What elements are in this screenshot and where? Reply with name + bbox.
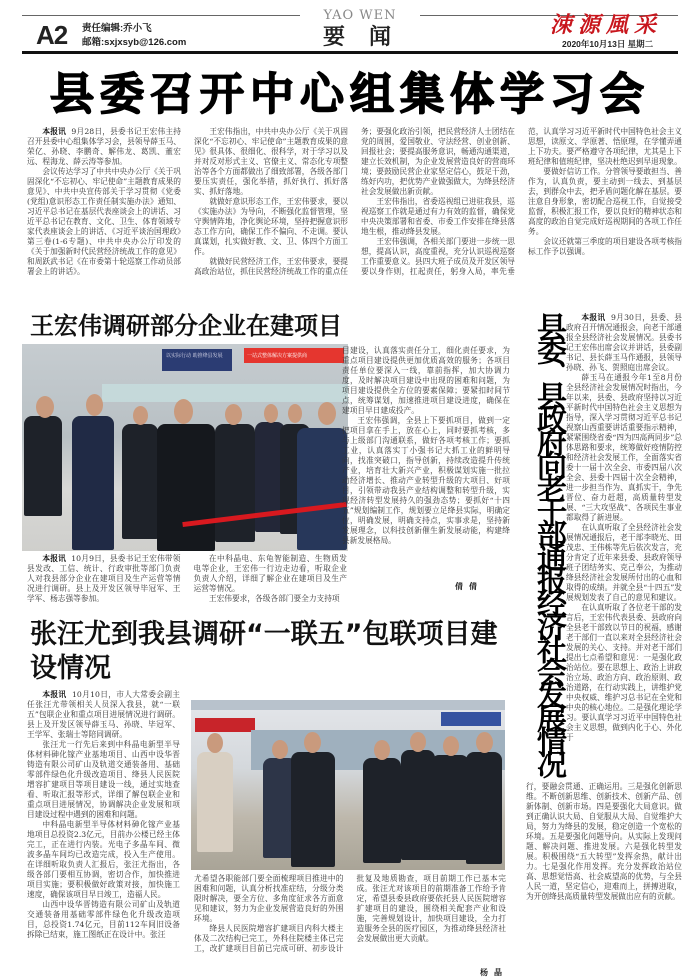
paragraph: 行，要融会贯通、正确运用。三是强化创新思维。不断创新思维、创新技术、创新产品、创新体制、创新市场。四是要强化大局意识。做到正确认识大局、自觉服从大局、自觉维护大局，努力为绛县的发展，稳定创造一个宽松的环境。五是要强化问题导向。从实际上发现问题、解决问题、推进发展。六是强化转型发展。积极围绕“五大转型”发挥余热，献计出力。七是强化作用发挥。充分发挥政治站位高、思想觉悟高、社会威望高的优势，与全县人民一道，坚定信心，迎难而上，拼搏进取，为开创绛县高质量转型发展做出应有的贡献。 [526,782,682,901]
photo-survey [191,700,505,870]
paragraph: 王宏伟要求，各级各部门要全力支持项 [208,594,340,603]
byline: 杨晶 [480,968,508,977]
byline: 倩倩 [455,582,483,591]
headline-article3: 张汪尤到我县调研“一联五”包联项目建设情况 [30,619,498,684]
paragraph: 中科晶电新型半导体材料砷化镓产业基地项目总投资2.3亿元，目前办公楼已经主体完工，正在进行内装。光电子多晶车间、微波多晶车间均已改造完成，投入生产使用。在详细听取负责人汇报后，张汪尤指出，各级各部门要相互协调，密切合作，加快推进项目实施；要积极做好政策对接，加快施工速度，确保该项目早日竣工，造福人民。 [27,820,180,899]
photo-inspection [22,344,348,551]
paragraph: 尤希望各职能部门要全面梳理项目推进中的困难和问题，认真分析找准症结，分级分类限时解决，要全方位、多角度征求各方面意见和建议，努力为企业发展营造良好的外围环境。 [194,874,344,923]
paragraph: 就做好意识形态工作，王宏伟要求，要以《实施办法》为导向，不断强化监督管理，坚守舆情阵地，净化舆论环境，坚持把握意识形态工作方向，确保工作不偏向、不走调。要认真谋划，扎实做好教、文、卫、体四个方面工作。 [194,197,348,256]
paragraph: 王宏伟指出，中共中央办公厅《关于巩固深化“不忘初心、牢记使命”主题教育成果的意见》很具体、很细化、很科学，对于学习以及并对反对形式主义、官僚主义、常态化专项整治等各个方面都做出了细致部署，各级各部门要压实责任，强化举措，抓好执行、抓好落实、抓好落地。 [194,127,348,196]
editor-name: 责任编辑:乔小飞 [82,23,152,34]
article2-body-a [27,554,347,616]
editor-email: 邮箱:sxjxsyb@126.com [82,37,187,48]
paragraph: 本报讯 10月10日，市人大常委会副主任张汪尤带领相关人员深入我县，就“一联五”包联企业和重点项目进展情况进行调研。县上及开发区领导薛玉马、孙晓、毕冠军、王学军、张瑞士等陪同调研。 [27,690,180,739]
article4-body-b [526,782,682,978]
paragraph: 在认真听取了各位老干部的发言后，王宏伟代表县委、县政府向全县老干部致以节日的祝福，感谢老干部们一直以来对全县经济社会发展的关心、支持。并对老干部们提出七点希望和意见：一是强化政治站位。要在思想上、政治上讲政治立场、政治方向、政治原则、政治道路，在行动实践上，讲维护党中央权威、维护习总书记在全党和中央的核心地位。二是强化理论学习。要认真学习习近平中国特色社会主义思想，做到内化于心、外化于 [566,603,682,742]
paragraph: 王宏伟强调，各相关部门要进一步统一思想，提高认识，高度重视，充分认识巡视巡察工作重要意义。县四大班子成员及开发区领导要以身作则，扛起责任，躬身入局，率先垂范，认真学习习近平新时代中国特色社会主义思想，读原文、学原著、悟原理，在学懂弄通上下功夫。要严格遵守各项纪律，尤其是上下班纪律和值班纪律，坚决杜绝迟到早退现象。 [361,127,682,276]
article2-body-b [342,346,510,578]
glass-railing [102,384,348,402]
lead-tag: 本报讯 [581,313,606,322]
paragraph: 就做好民营经济工作，王宏伟要求，要提高政治站位，抓住民营经济统战工作的重点任务；要强化政治引领，把民营经济人士团结在党的周围，爱国敬业、守法经营、创业创新、回报社会；要提高服务意识，畅通沟通渠道，建立长效机制，为企业发展营造良好的营商环境；要鼓励民营企业家坚定信心，鼓足干劲，练好内功，把优势产业做强做大，为绛县经济社会发展做出新贡献。 [194,127,515,276]
paragraph: 王宏伟指出，省委巡视组已进驻我县，巡视巡察工作就是通过有力有效的监督，确保党中央决策部署和省委、市委工作安排在绛县落地生根，推动绛县发展。 [361,197,515,236]
paragraph: 本报讯 9月28日，县委书记王宏伟主持召开县委中心组集体学习会，县领导薛玉马、荣亿、孙晓、李鹏奇、解伟龙、葛凯、董宏远、程海龙、薛云涛等参加。 [27,127,181,166]
headline-article2: 王宏伟调研部分企业在建项目 [30,312,342,340]
article3-body-a [27,690,180,978]
section-en: YAO WEN [300,8,420,23]
paragraph: 会议传达学习了中共中央办公厅《关于巩固深化“不忘初心、牢记使命”主题教育成果的意见》、中共中央宣传部关于学习贯彻《党委(党组)意识形态工作责任制实施办法》通知、习近平总书记在基层代表座谈会上的讲话、习近平总书记在教育、文化、卫生、体育领域专家代表座谈会上的讲话、《习近平谈治国理政》第三卷(1-6专题)、中共中央办公厅印发的《关于加强新时代民营经济统战工作的意见》和周跃武书记《在市委第十轮巡察工作动员部署会上的讲话》。 [27,167,181,276]
banner-red: 一站式整体解决方案提供商 [244,348,344,363]
article3-body-b [194,874,506,966]
page-number: A2 [36,20,68,50]
paragraph: 张汪尤一行先后来到中科晶电新型半导体材料砷化镓产业基地项目、山西中设华晋铸造有限公司矿山及轨道交通装备用、基础零部件绿色化升级改造项目、绛县人民医院增容扩建项目等项目建设一线，通过实地查看、听取汇报等形式，详细了解包联企业和重点项目进展情况，协调解决企业发展和项目建设过程中遇到的困难和问题。 [27,740,180,819]
issue-date: 2020年10月13日 星期二 [562,39,654,49]
lead-tag: 本报讯 [42,690,67,699]
lead-tag: 本报讯 [42,127,67,136]
headline-article4: 县委、县政府向老干部通报经济社会发展情况 [531,312,566,772]
paragraph: 本报讯 9月30日，县委、县政府召开情况通报会，向老干部通报全县经济社会发展情况。县委书记王宏伟出席会议并讲话，县委副书记、县长薛玉马作通报，县领导孙晓、孙飞、贺照庭出席会议。 [566,313,682,372]
lead-tag: 本报讯 [42,554,66,563]
newspaper-logo: 涑源風采 [550,12,663,38]
paragraph: 在认真听取了全县经济社会发展情况通报后，老干部李晓光、田茂忠、王伟栋等先后依次发言，充分肯定了近年来县委、县政府领导班子团结务实、克己奉公，为推动绛县经济社会发展所付出的心血和取得的成绩。并就全县“十四五”发展规划发表了自己的意见和建议。 [566,523,682,602]
article4-body-a [566,313,682,780]
headline-main: 县委召开中心组集体学习会 [50,69,650,120]
paragraph: 王宏伟强调，全县上下要抓项目，做到一定把项目拿在手上，放在心上，同时要抓考核，多与上级部门沟通联系，做好各项考核工作；要抓工业，认真落实丁小强书记大抓工业的鲜明导向，找准突破口，指导创新，持续改造提升传统产业，培育壮大新兴产业，积极谋划实施一批拉动经济增长、推动产业转型升级的大项目、好项目，引领带动我县产业结构调整和转型升级，实现经济转型发展持久的强劲态势；要抓好“十四五”规划编制工作，规划要立足绛县实际，明确定位，明确发展，明确支持点，实事求是，坚持新发展理念，以科技创新催生新发展动能，构建绛县新发展格局。 [342,416,510,545]
section-title: 要闻 [322,24,415,50]
banner-blue: 以实际行动 助推绛县发展 [162,349,232,371]
header-divider [22,51,678,54]
article1-body [27,127,682,297]
paragraph: 绛县人民医院增容扩建项目内科大楼主体及二次结构已完工，外科住院楼主体已完工，改扩建项目目前已完成可研、初步设计批复及地质勘查，项目前期工作已基本完成。张汪尤对该项目的前期准备工作给予肯定，希望县委县政府要依托县人民医院增容扩建项目的建设，围绕相关配套产业和设施，完善规划设计，加快项目建设，全力打造服务全县的医疗园区，为推动绛县经济社会发展做出更大贡献。 [194,874,506,953]
paragraph: 薛玉马在通报今年1至8月份全县经济社会发展情况时指出，今年以来，县委、县政府坚持以习近平新时代中国特色社会主义思想为指导，深入学习贯彻习近平总书记视察山西重要讲话重要指示精神，紧紧围绕省委“四为四高两同步”总体思路和要求，统筹做好疫情防控和经济社会发展工作，全面落实省委十一届十次全会、市委四届八次全会、县委十四届十次全会精神，进一步担当作为、真抓实干，争先晋位、奋力赶超，高质量转型发展、“三大攻坚战”、各项民生事业都取得了新进展。 [566,373,682,522]
paragraph: 山西中设华晋铸造有限公司矿山及轨道交通装备用基础零部件绿色化升级改造项目，总投资1.74亿元，目前112车间旧设备拆除已结束，施工图纸正在设计中。张汪 [27,900,180,939]
paragraph: 会议还就第三季度的项目建设各项考核指标工作予以强调。 [528,237,682,256]
paragraph: 在中科晶电、东龟智能制造、生物质发电等企业，王宏伟一行边走边看，听取企业负责人介绍，详细了解企业在建项目及生产运营等情况。 [193,554,347,593]
paragraph: 目建设，认真落实责任分工，细化责任要求，为重点项目建设提供更加优质高效的服务；各项目责任单位要深入一线，靠前指挥，加大协调力度，及时解决项目建设中出现的困难和问题，为项目建设提供全方位的要素保障；要紧扣时间节点，统筹谋划，加速推进项目建设进度，确保在建项目早日建成投产。 [342,346,510,415]
paragraph: 本报讯 10月9日，县委书记王宏伟带领县发改、工信、统计、行政审批等部门负责人对我县部分企业在建项目及生产运营等情况进行调研。县上及开发区领导毕冠军、王学军、杨志强等参加。 [27,554,181,603]
editor-info [82,22,186,50]
paragraph: 要做好信访工作。分管领导要敢担当、善作为，认真负责，要主动到一线去、到基层去，到群众中去，把矛盾问题化解在基层。要注意自身形象，密切配合巡视工作，自觉接受监督，积极汇报工作，要以良好的精神状态和高度的政治自觉完成好巡视期间的各项工作任务。 [528,167,682,236]
